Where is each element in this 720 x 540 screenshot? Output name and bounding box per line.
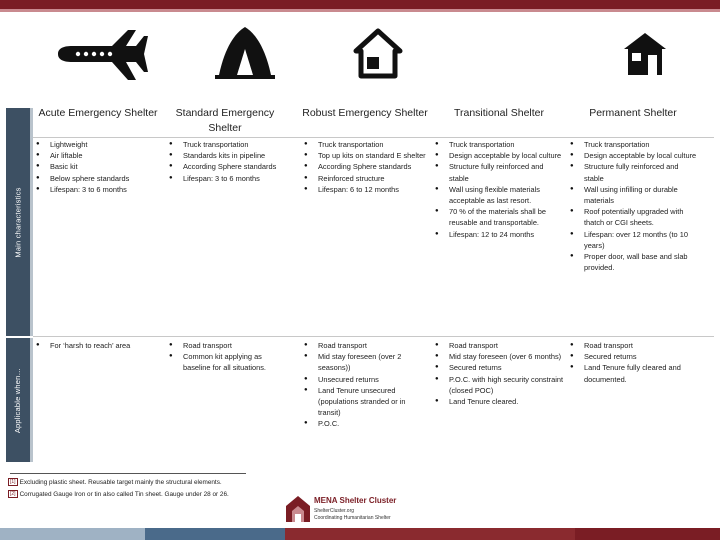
- bottom-strip-segment: [285, 528, 575, 540]
- footnote-1: [8, 478, 222, 486]
- list-item: ● According Sphere standards: [169, 161, 287, 172]
- bottom-strip-segment: [0, 528, 145, 540]
- list-item: ● Basic kit: [36, 161, 158, 172]
- row-divider: [33, 336, 714, 337]
- list-item: ● Road transport: [570, 340, 700, 351]
- list-item: ● Wall using flexible materials acceptable as last resort.: [435, 184, 565, 206]
- cell-applicable-permanent: [570, 340, 700, 385]
- cell-applicable-transitional: [435, 340, 565, 407]
- list-item: ● P.O.C.: [304, 418, 430, 429]
- header-divider: [33, 137, 714, 138]
- column-header-standard: Standard Emergency Shelter: [175, 107, 275, 134]
- list-item: ● Wall using infilling or durable materials: [570, 184, 700, 206]
- shelter-cluster-brand: [284, 494, 484, 530]
- list-item: ● Land Tenure cleared.: [435, 396, 565, 407]
- footnote-divider: [10, 473, 246, 474]
- footnote-text: Corrugated Gauge Iron or tin also called Tin sheet. Gauge under 28 or 26.: [19, 491, 229, 498]
- list-item: ● Road transport: [435, 340, 565, 351]
- list-item: ● Unsecured returns: [304, 374, 430, 385]
- column-header-permanent: Permanent Shelter: [589, 107, 677, 119]
- row-label-text: Main characteristics: [13, 186, 23, 258]
- list-item: ● Lightweight: [36, 139, 158, 150]
- bottom-strip-segment: [145, 528, 285, 540]
- brand-tagline: Coordinating Humanitarian Shelter: [314, 515, 391, 521]
- list-item: ● P.O.C. with high security constraint (closed POC): [435, 374, 565, 396]
- list-item: ● Structure fully reinforced and stable: [435, 161, 565, 183]
- bottom-color-strip: [0, 528, 720, 540]
- cell-main-acute: [36, 139, 158, 195]
- footnote-2: [8, 490, 229, 498]
- list-item: ● For ‘harsh to reach’ area: [36, 340, 158, 351]
- list-item: ● Road transport: [169, 340, 291, 351]
- top-accent-bar-light: [0, 9, 720, 12]
- cell-applicable-standard: [169, 340, 291, 374]
- row-label-strip: [30, 108, 33, 336]
- list-item: ● Truck transportation: [304, 139, 430, 150]
- list-item: ● Reinforced structure: [304, 173, 430, 184]
- list-item: ● Below sphere standards: [36, 173, 158, 184]
- brand-url: ShelterCluster.org: [314, 508, 355, 514]
- list-item: ● Land Tenure fully cleared and documented.: [570, 362, 700, 384]
- column-header-acute: Acute Emergency Shelter: [38, 107, 158, 119]
- list-item: ● Design acceptable by local culture: [570, 150, 700, 161]
- top-accent-bar: [0, 0, 720, 9]
- cell-applicable-robust: [304, 340, 430, 430]
- list-item: ● Common kit applying as baseline for all situations.: [169, 351, 291, 373]
- list-item: ● 70 % of the materials shall be reusable and transportable.: [435, 206, 565, 228]
- list-item: ● Air liftable: [36, 150, 158, 161]
- list-item: ● Lifespan: 3 to 6 months: [36, 184, 158, 195]
- shelter-cluster-logo-icon: [284, 494, 312, 524]
- tent-icon: [210, 16, 280, 92]
- list-item: ● Lifespan: 12 to 24 months: [435, 229, 565, 240]
- cell-main-permanent: [570, 139, 700, 273]
- list-item: ● Land Tenure unsecured (populations stranded or in transit): [304, 385, 430, 419]
- column-header-transitional: Transitional Shelter: [453, 107, 545, 119]
- row-label-strip: [30, 338, 33, 462]
- brand-name: MENA Shelter Cluster: [314, 496, 397, 505]
- cell-main-robust: [304, 139, 430, 195]
- list-item: ● Top up kits on standard E shelter: [304, 150, 430, 161]
- row-label-applicable: [6, 338, 30, 462]
- footnote-marker: [2]: [10, 491, 16, 497]
- list-item: ● Road transport: [304, 340, 430, 351]
- list-item: ● Lifespan: 6 to 12 months: [304, 184, 430, 195]
- list-item: ● Secured returns: [570, 351, 700, 362]
- bottom-strip-segment: [575, 528, 720, 540]
- list-item: ● Proper door, wall base and slab provided.: [570, 251, 700, 273]
- list-item: ● According Sphere standards: [304, 161, 430, 172]
- column-header-robust: Robust Emergency Shelter: [302, 107, 428, 119]
- list-item: ● Roof potentially upgraded with thatch or CGI sheets.: [570, 206, 700, 228]
- list-item: ● Secured returns: [435, 362, 565, 373]
- cell-main-transitional: [435, 139, 565, 240]
- footnote-marker: [1]: [10, 479, 16, 485]
- list-item: ● Mid stay foreseen (over 2 seasons)): [304, 351, 430, 373]
- cell-applicable-acute: [36, 340, 158, 351]
- list-item: ● Design acceptable by local culture: [435, 150, 565, 161]
- cell-main-standard: [169, 139, 287, 184]
- list-item: ● Standards kits in pipeline: [169, 150, 287, 161]
- list-item: ● Truck transportation: [169, 139, 287, 150]
- house-solid-icon: [620, 16, 670, 92]
- list-item: ● Truck transportation: [435, 139, 565, 150]
- footnote-text: Excluding plastic sheet. Reusable target mainly the structural elements.: [19, 479, 222, 486]
- airplane-icon: [48, 16, 152, 92]
- list-item: ● Structure fully reinforced and stable: [570, 161, 700, 183]
- house-outline-icon: [348, 16, 408, 92]
- list-item: ● Truck transportation: [570, 139, 700, 150]
- list-item: ● Mid stay foreseen (over 6 months): [435, 351, 565, 362]
- list-item: ● Lifespan: over 12 months (to 10 years): [570, 229, 700, 251]
- row-label-main-characteristics: [6, 108, 30, 336]
- row-label-text: Applicable when…: [13, 367, 23, 433]
- list-item: ● Lifespan: 3 to 6 months: [169, 173, 287, 184]
